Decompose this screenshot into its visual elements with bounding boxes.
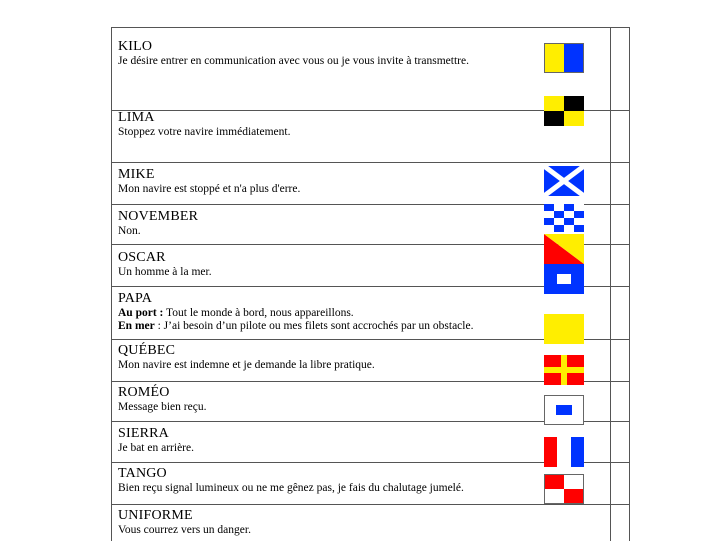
flag-name: TANGO [118,466,167,481]
table-row [112,339,629,382]
port-text: Tout le monde à bord, nous appareillons. [163,307,354,319]
flag-meaning: Je désire entrer en communication avec vous ou je vous invite à transmettre. [118,55,469,67]
flag-meaning: Vous courrez vers un danger. [118,524,251,536]
flag-name: NOVEMBER [118,209,199,224]
flag-meaning-port [118,306,598,320]
flag-meaning: Mon navire est indemne et je demande la libre pratique. [118,359,375,371]
flag-name: UNIFORME [118,508,193,523]
flag-meaning: Mon navire est stoppé et n'a plus d'erre. [118,183,301,195]
flag-meaning-sea [118,319,598,333]
table-row [112,462,629,505]
flag-name: MIKE [118,167,155,182]
flag-mike-icon [544,166,584,196]
table-row [112,381,629,422]
table-row [112,504,629,541]
flag-lima-icon [544,96,584,126]
table-row [112,110,629,163]
flag-name: LIMA [118,110,155,125]
flag-name: KILO [118,39,153,54]
table-row [112,421,629,463]
flag-name: QUÉBEC [118,343,176,358]
flag-meaning: Un homme à la mer. [118,266,212,278]
flag-papa-icon [544,264,584,294]
flag-name: SIERRA [118,426,169,441]
flag-oscar-icon [544,234,584,264]
flag-name: OSCAR [118,250,166,265]
sea-label: En mer [118,320,155,332]
flag-november-icon [544,204,584,232]
flag-meaning: Non. [118,225,141,237]
signal-flags-table [111,27,630,541]
table-row [112,286,629,340]
flag-name: PAPA [118,291,153,306]
port-label: Au port : [118,307,164,319]
flag-name: ROMÉO [118,385,170,400]
flag-meaning: Je bat en arrière. [118,442,194,454]
flag-uniforme-icon [544,474,584,504]
flag-kilo-icon [544,43,584,73]
table-row [112,162,629,205]
sea-text: : J’ai besoin d’un pilote ou mes filets sont accrochés par un obstacle. [154,320,474,332]
flag-meaning: Bien reçu signal lumineux ou ne me gênez pas, je fais du chalutage jumelé. [118,482,464,494]
flag-meaning: Stoppez votre navire immédiatement. [118,126,291,138]
flag-meaning: Message bien reçu. [118,401,207,413]
